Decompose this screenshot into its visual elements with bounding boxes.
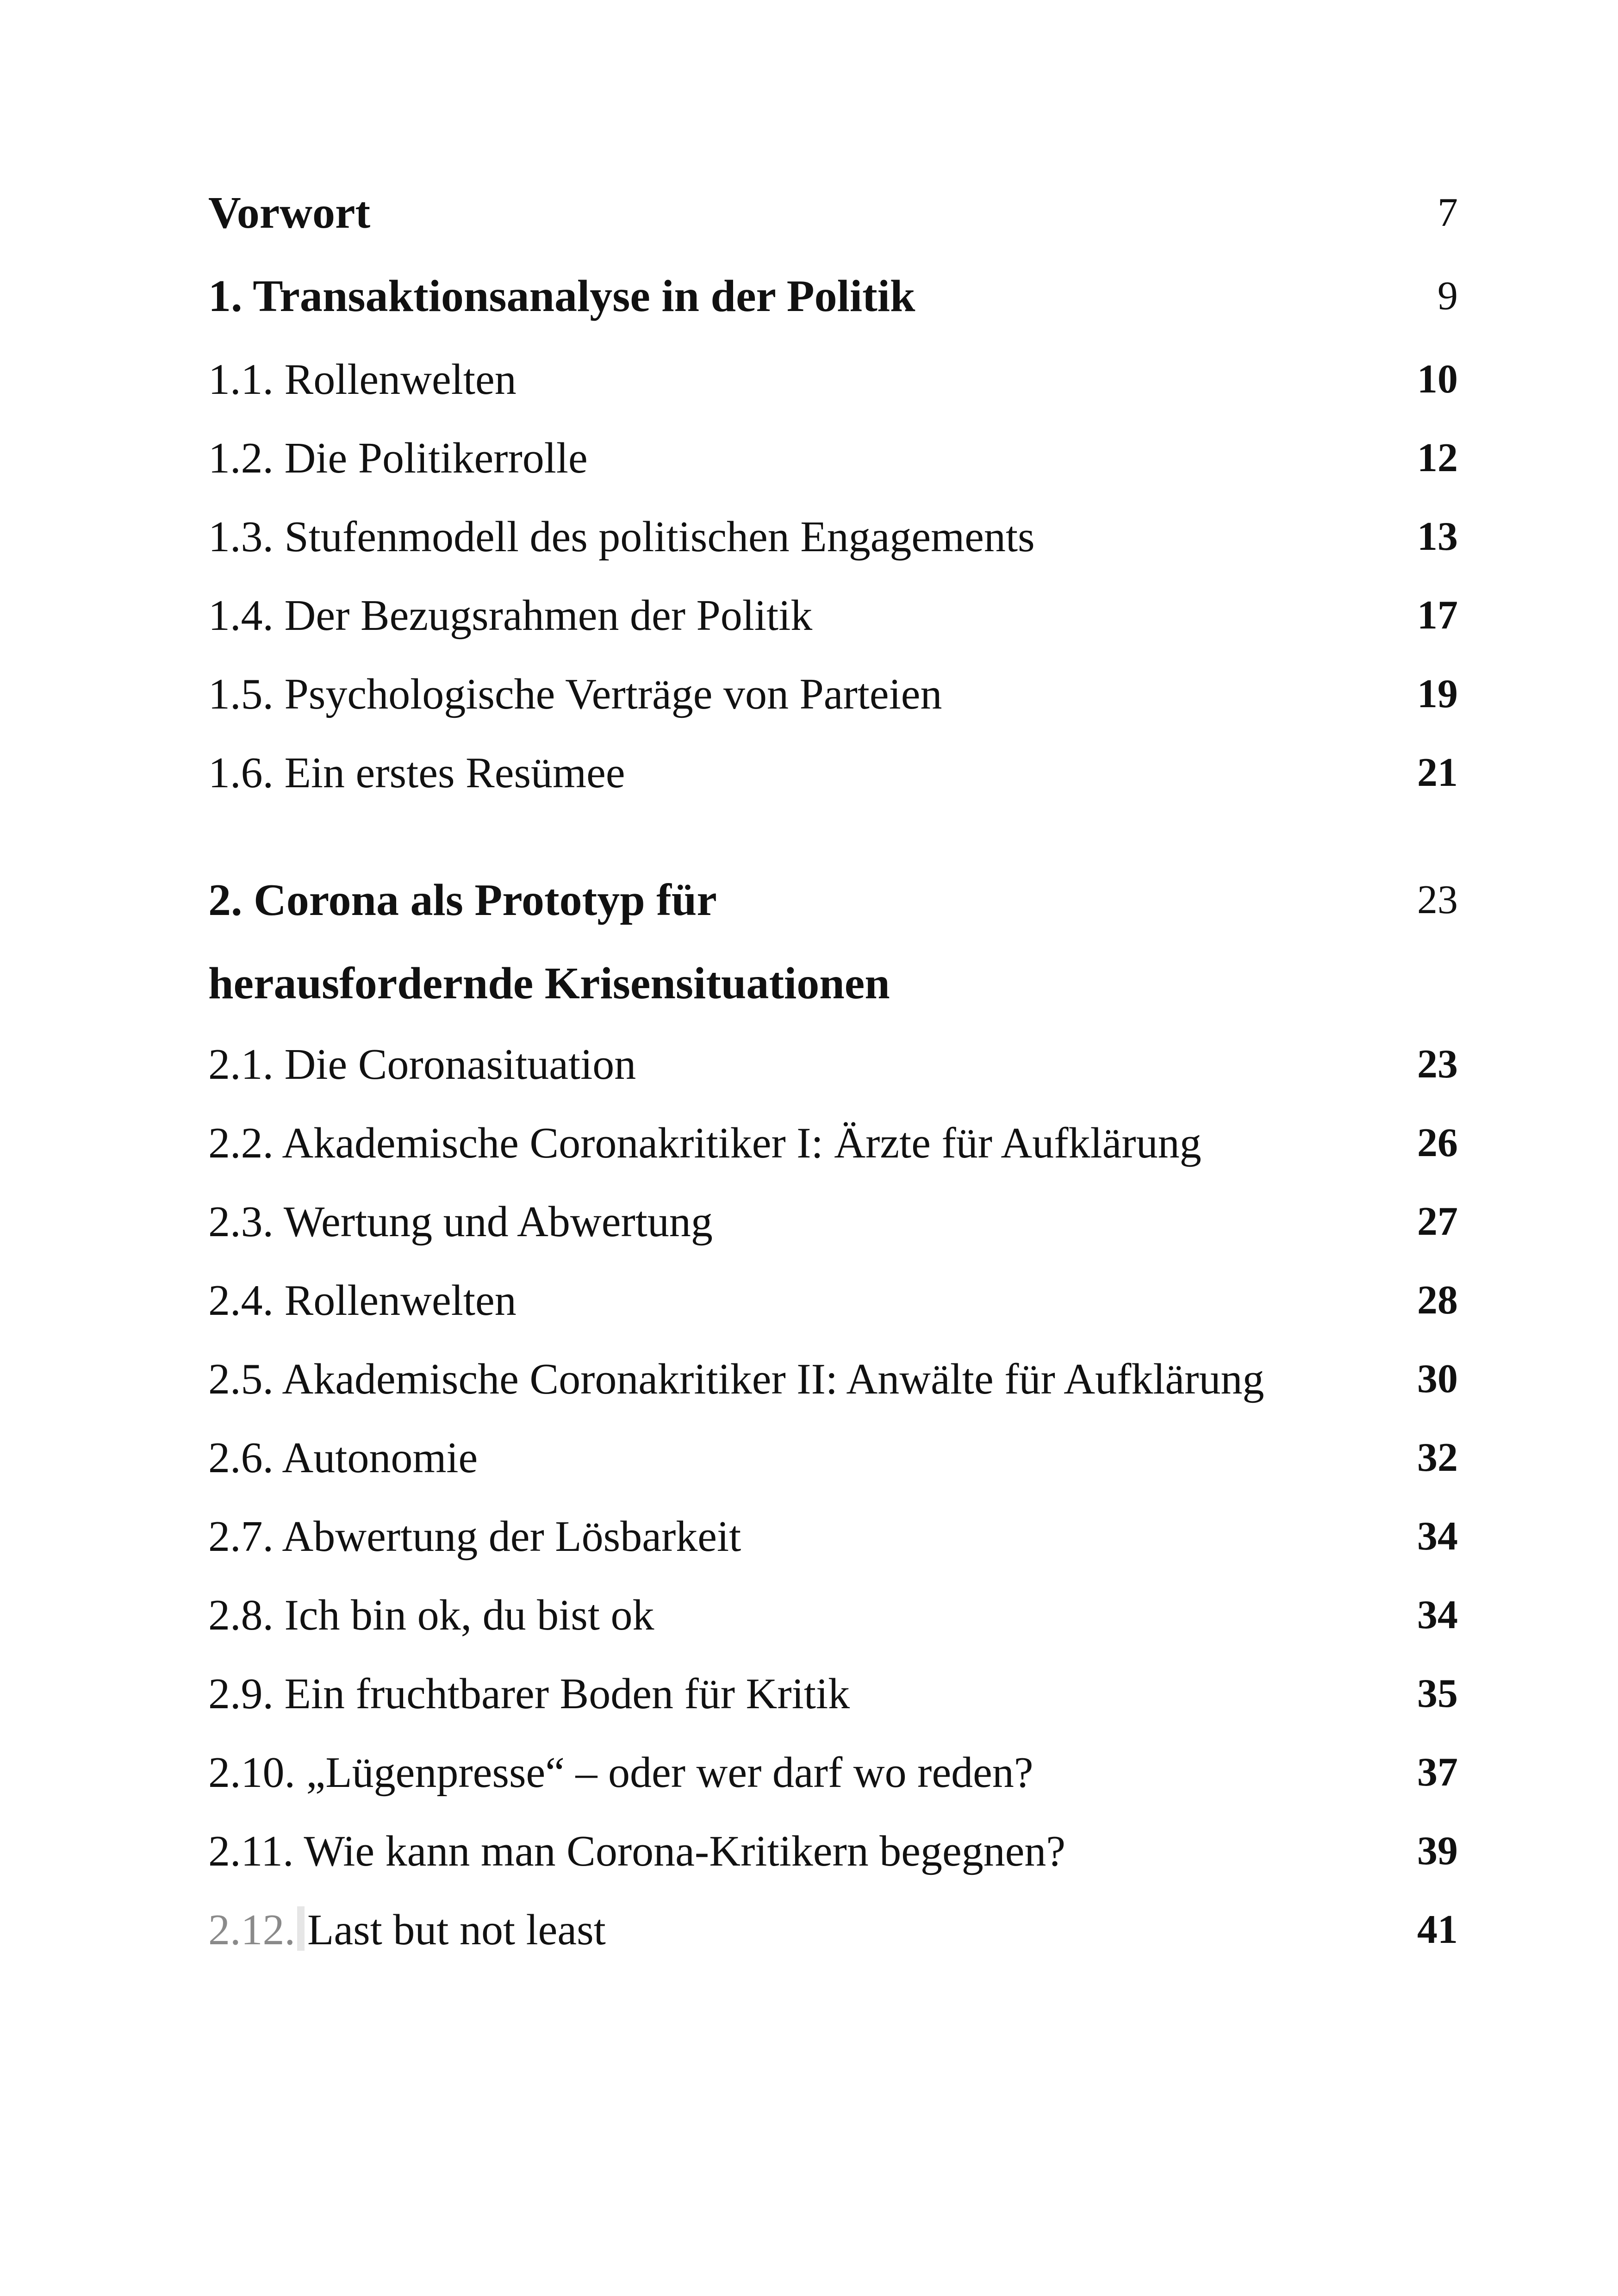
- toc-entry-chapter-2: [208, 868, 1458, 933]
- toc-entry-title: 1.1. Rollenwelten: [208, 355, 517, 404]
- toc-entry-page: 17: [1417, 593, 1458, 638]
- toc-entry-1-3: [208, 504, 1458, 569]
- toc-entry-title: 2.3. Wertung und Abwertung: [208, 1198, 713, 1246]
- toc-entry-chapter-2-continued: [208, 951, 1458, 1016]
- toc-entry-number: 2.12.: [208, 1906, 295, 1954]
- toc-entry-page: 23: [1417, 1042, 1458, 1087]
- toc-entry-page: 12: [1417, 436, 1458, 480]
- toc-entry-page: 35: [1417, 1671, 1458, 1716]
- toc-entry-2-9: [208, 1661, 1458, 1726]
- toc-entry-title: 1.3. Stufenmodell des politischen Engagements: [208, 513, 1035, 561]
- toc-entry-1-5: [208, 662, 1458, 727]
- toc-entry-title: 1.5. Psychologische Verträge von Parteien: [208, 670, 942, 718]
- toc-entry-2-8: [208, 1583, 1458, 1648]
- toc-entry-page: 30: [1417, 1356, 1458, 1401]
- toc-entry-title: 2.5. Akademische Coronakritiker II: Anwälte für Aufklärung: [208, 1355, 1264, 1403]
- toc-entry-1-2: [208, 426, 1458, 491]
- toc-entry-1-1: [208, 347, 1458, 412]
- toc-entry-title: 1. Transaktionsanalyse in der Politik: [208, 271, 915, 321]
- toc-entry-page: 19: [1417, 672, 1458, 716]
- toc-entry-1-6: [208, 740, 1458, 805]
- toc-entry-title-text: Last but not least: [307, 1906, 606, 1954]
- toc-entry-page: 26: [1417, 1120, 1458, 1165]
- toc-entry-page: 7: [1438, 190, 1458, 235]
- toc-entry-page: 10: [1417, 357, 1458, 402]
- toc-entry-page: 32: [1417, 1435, 1458, 1480]
- toc-entry-2-1: [208, 1032, 1458, 1097]
- toc-entry-title: 2.2. Akademische Coronakritiker I: Ärzte für Aufklärung: [208, 1119, 1201, 1167]
- toc-entry-page: 21: [1417, 750, 1458, 795]
- toc-entry-page: 28: [1417, 1278, 1458, 1323]
- text-cursor-highlight: [297, 1906, 305, 1951]
- toc-entry-chapter-1: [208, 264, 1458, 329]
- toc-entry-2-4: [208, 1268, 1458, 1333]
- toc-entry-title: [208, 1898, 606, 1962]
- toc-entry-title: 2.10. „Lügenpresse“ – oder wer darf wo reden?: [208, 1748, 1033, 1797]
- toc-entry-2-3: [208, 1189, 1458, 1254]
- toc-entry-2-2: [208, 1111, 1458, 1176]
- toc-entry-title: 2.7. Abwertung der Lösbarkeit: [208, 1512, 741, 1561]
- toc-entry-title: 1.6. Ein erstes Resümee: [208, 749, 625, 797]
- toc-entry-2-12: [208, 1898, 1458, 1962]
- toc-entry-title: 2.11. Wie kann man Corona-Kritikern begegnen?: [208, 1827, 1066, 1875]
- toc-entry-title: 2.8. Ich bin ok, du bist ok: [208, 1591, 654, 1639]
- toc-entry-title: 2.4. Rollenwelten: [208, 1276, 517, 1325]
- toc-entry-page: 39: [1417, 1829, 1458, 1873]
- toc-entry-page: 23: [1417, 877, 1458, 922]
- toc-entry-title: 2.9. Ein fruchtbarer Boden für Kritik: [208, 1670, 850, 1718]
- toc-entry-page: 13: [1417, 514, 1458, 559]
- toc-entry-page: 34: [1417, 1514, 1458, 1559]
- toc-entry-2-6: [208, 1425, 1458, 1490]
- toc-entry-1-4: [208, 583, 1458, 648]
- toc-entry-vorwort: [208, 180, 1458, 245]
- toc-entry-2-10: [208, 1740, 1458, 1805]
- toc-entry-title: 1.4. Der Bezugsrahmen der Politik: [208, 591, 813, 640]
- toc-entry-page: 41: [1417, 1907, 1458, 1952]
- toc-entry-title: herausfordernde Krisensituationen: [208, 958, 890, 1008]
- toc-entry-page: 27: [1417, 1199, 1458, 1244]
- toc-entry-title: 2.1. Die Coronasituation: [208, 1040, 636, 1089]
- toc-entry-title: 2.6. Autonomie: [208, 1434, 478, 1482]
- toc-entry-title: Vorwort: [208, 188, 371, 238]
- toc-entry-2-5: [208, 1347, 1458, 1412]
- toc-entry-title: 2. Corona als Prototyp für: [208, 875, 717, 925]
- toc-entry-title: 1.2. Die Politikerrolle: [208, 434, 588, 482]
- toc-entry-page: 9: [1438, 274, 1458, 318]
- toc-entry-page: 37: [1417, 1750, 1458, 1795]
- toc-entry-2-7: [208, 1504, 1458, 1569]
- toc-entry-page: 34: [1417, 1593, 1458, 1637]
- toc-entry-2-11: [208, 1819, 1458, 1884]
